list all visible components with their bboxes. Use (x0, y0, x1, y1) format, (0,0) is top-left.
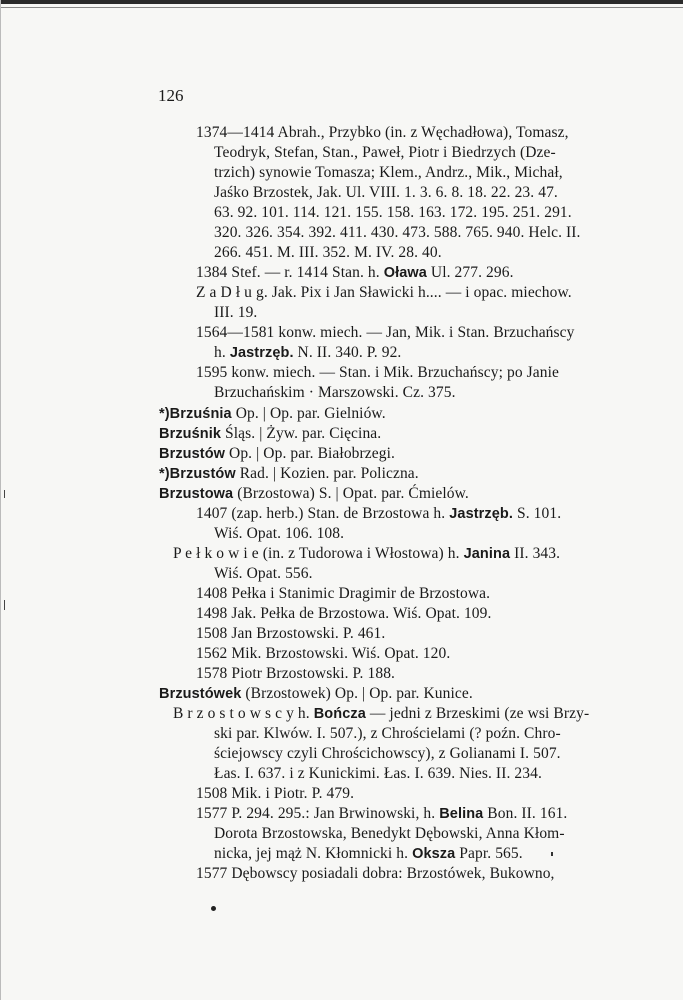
text-line: Brzustów Op. | Op. par. Białobrzegi. (159, 445, 395, 462)
text-line: 1408 Pełka i Stanimic Dragimir de Brzostowa. (196, 585, 491, 602)
text-line: 1498 Jak. Pełka de Brzostowa. Wiś. Opat. 109. (196, 605, 492, 622)
text-line: trzich) synowie Tomasza; Klem., Andrz., Mik., Michał, (214, 164, 563, 181)
text-line: Wiś. Opat. 106. 108. (214, 525, 345, 542)
ink-speck (211, 906, 216, 911)
text-line: 1564—1581 konw. miech. — Jan, Mik. i Stan. Brzuchańscy (196, 324, 575, 341)
text-line: 1577 Dębowscy posiadali dobra: Brzostówek, Bukowno, (196, 865, 555, 882)
margin-mark (4, 490, 5, 498)
text-line: Wiś. Opat. 556. (214, 565, 313, 582)
text-line: Jaśko Brzostek, Jak. Ul. VIII. 1. 3. 6. 8. 18. 22. 23. 47. (214, 184, 558, 201)
text-line: 1374—1414 Abrah., Przybko (in. z Węchadłowa), Tomasz, (196, 124, 569, 141)
text-line: nicka, jej mąż N. Kłomnicki h. Oksza Papr. 565. (214, 845, 523, 862)
text-line: 266. 451. M. III. 352. M. IV. 28. 40. (214, 244, 442, 261)
text-line: III. 19. (214, 304, 258, 321)
text-line: B r z o s t o w s c y h. Bończa — jedni z Brzeskimi (ze wsi Brzy- (173, 705, 590, 722)
text-line: ski par. Klwów. I. 507.), z Chrościelami (? poźn. Chro- (214, 725, 561, 742)
ink-speck (551, 852, 553, 856)
text-line: Brzustowa (Brzostowa) S. | Opat. par. Ćmielów. (159, 485, 469, 502)
text-line: Brzustówek (Brzostowek) Op. | Op. par. Kunice. (159, 685, 473, 702)
text-line: h. Jastrzęb. N. II. 340. P. 92. (214, 344, 402, 361)
text-line: 1562 Mik. Brzostowski. Wiś. Opat. 120. (196, 645, 451, 662)
text-line: 1577 P. 294. 295.: Jan Brwinowski, h. Belina Bon. II. 161. (196, 805, 568, 822)
text-line: *)Brzustów Rad. | Kozien. par. Policzna. (159, 465, 419, 482)
text-line: 1595 konw. miech. — Stan. i Mik. Brzuchańscy; po Janie (196, 364, 559, 381)
text-line: P e ł k o w i e (in. z Tudorowa i Włostowa) h. Janina II. 343. (173, 545, 561, 562)
text-line: 1578 Piotr Brzostowski. P. 188. (196, 665, 396, 682)
text-line: 63. 92. 101. 114. 121. 155. 158. 163. 172. 195. 251. 291. (214, 204, 572, 221)
margin-mark (4, 600, 5, 610)
text-line: 1508 Jan Brzostowski. P. 461. (196, 625, 386, 642)
text-line: 320. 326. 354. 392. 411. 430. 473. 588. 765. 940. Helc. II. (214, 224, 581, 241)
page-number: 126 (158, 86, 184, 105)
text-line: Dorota Brzostowska, Benedykt Dębowski, Anna Kłom- (214, 825, 565, 842)
text-line: Brzuchańskim · Marszowski. Cz. 375. (214, 384, 456, 401)
text-line: Teodryk, Stefan, Stan., Paweł, Piotr i Biedrzych (Dze- (214, 144, 556, 161)
text-line: Brzuśnik Śląs. | Żyw. par. Cięcina. (159, 425, 382, 442)
text-line: *)Brzuśnia Op. | Op. par. Gielniów. (159, 405, 386, 422)
text-line: Z a D ł u g. Jak. Pix i Jan Sławicki h.... — i opac. miechow. (196, 284, 572, 301)
text-line: ściejowscy czyli Chrościchowscy), z Golianami I. 507. (214, 745, 561, 762)
text-line: 1508 Mik. i Piotr. P. 479. (196, 785, 355, 802)
text-line: 1407 (zap. herb.) Stan. de Brzostowa h. Jastrzęb. S. 101. (196, 505, 562, 522)
text-line: 1384 Stef. — r. 1414 Stan. h. Oława Ul. 277. 296. (196, 264, 514, 281)
text-line: Łas. I. 637. i z Kunickimi. Łas. I. 639. Nies. II. 234. (214, 765, 542, 782)
